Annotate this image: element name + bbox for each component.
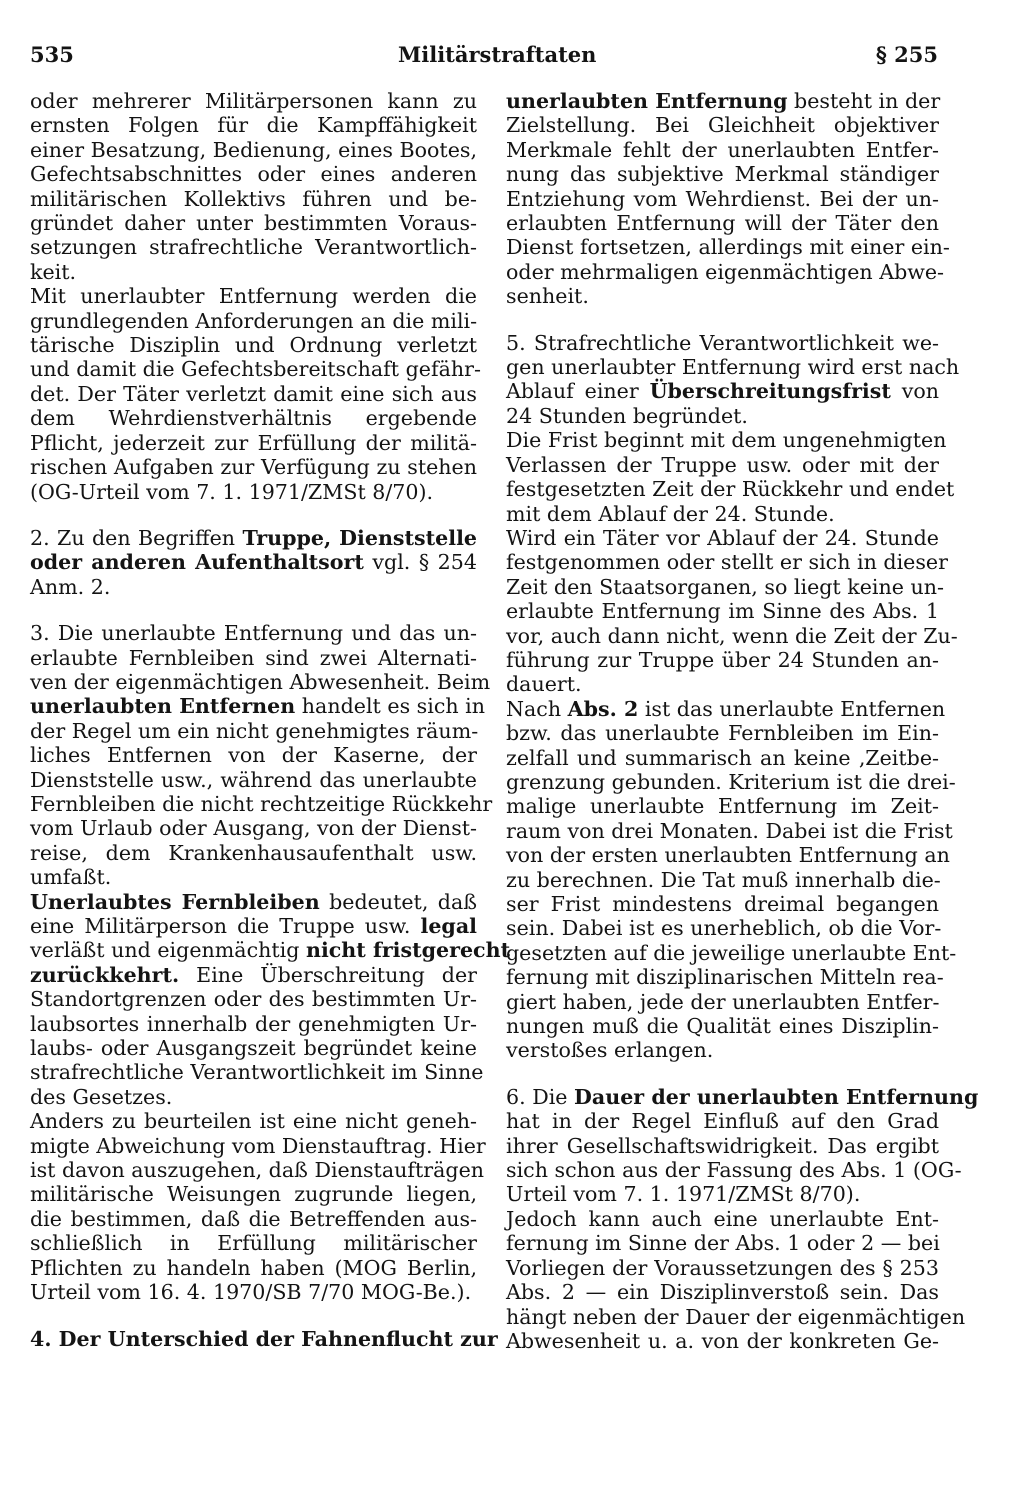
text-segment: des Gesetzes.: [30, 1084, 173, 1109]
bold-term: unerlaubten Entfernung: [506, 89, 788, 113]
running-title: Militärstraftaten: [398, 42, 597, 67]
text-segment: verstoßes erlangen.: [506, 1038, 714, 1063]
text-line: [30, 841, 477, 865]
text-line: [506, 526, 939, 550]
text-segment: senheit.: [506, 284, 589, 309]
text-segment: sein. Dabei ist es unerheblich, ob die Vor-: [506, 916, 942, 941]
text-segment: strafrechtliche Verantwortlichkeit im Sinne: [30, 1060, 484, 1085]
text-line: [506, 1207, 939, 1231]
bold-term: Unerlaubtes Fernbleiben: [30, 889, 320, 914]
text-line: [506, 599, 939, 623]
text-segment: 24 Stunden begründet.: [506, 403, 748, 428]
text-line: [30, 1256, 477, 1280]
text-line: [506, 1158, 962, 1183]
text-segment: Mit unerlaubter Entfernung werden die: [30, 284, 477, 309]
text-segment: Zeit den Staatsorganen, so liegt keine un-: [506, 574, 944, 599]
text-segment: von der ersten unerlaubten Entfernung an: [506, 843, 950, 868]
text-line: [506, 769, 956, 794]
bold-term: nicht fristgerecht: [305, 938, 511, 963]
text-line: [506, 1134, 939, 1158]
text-line: [30, 162, 477, 186]
text-line: [506, 574, 944, 599]
text-segment: keit.: [30, 259, 77, 284]
text-segment: migte Abweichung vom Dienstauftrag. Hier: [30, 1133, 486, 1158]
text-segment: laubsortes innerhalb der genehmigten Ur-: [30, 1011, 477, 1036]
text-segment: dem Wehrdienstverhältnis ergebende: [30, 406, 477, 431]
text-segment: fernung im Sinne der Abs. 1 oder 2 — bei: [506, 1231, 940, 1256]
text-segment: Ablauf einer: [506, 379, 650, 404]
text-segment: Anders zu beurteilen ist eine nicht geneh-: [30, 1109, 477, 1134]
text-segment: Merkmale fehlt der unerlaubten Entfer-: [506, 137, 939, 162]
text-line: [30, 1158, 485, 1183]
text-segment: umfaßt.: [30, 865, 112, 890]
text-segment: einer Besatzung, Bedienung, eines Bootes,: [30, 137, 477, 162]
text-line: [506, 940, 957, 965]
text-segment: nung das subjektive Merkmal ständiger: [506, 162, 939, 187]
text-line: [506, 1304, 966, 1329]
text-line: [506, 477, 955, 502]
text-line: [506, 1256, 939, 1280]
text-line: [30, 526, 477, 550]
text-segment: giert haben, jede der unerlaubten Entfer-: [506, 989, 940, 1014]
bold-term: zurückkehrt.: [30, 962, 180, 987]
text-line: [506, 404, 939, 428]
text-line: [30, 575, 477, 599]
text-line: [506, 284, 939, 308]
text-segment: Vorliegen der Voraussetzungen des § 253: [506, 1255, 939, 1280]
text-line: [30, 914, 477, 938]
bold-term: Überschreitungsfrist: [649, 379, 891, 404]
text-line: [30, 938, 511, 963]
text-segment: ser Frist mindestens dreimal begangen: [506, 892, 939, 916]
text-segment: der Regel um ein nicht genehmigtes räum-: [30, 718, 479, 743]
text-line: [506, 746, 939, 770]
text-segment: grundlegenden Anforderungen an die mili-: [30, 308, 478, 333]
text-segment: Wird ein Täter vor Ablauf der 24. Stunde: [506, 525, 939, 550]
text-line: [506, 1084, 979, 1109]
text-segment: verläßt und eigenmächtig: [30, 938, 306, 963]
text-line: [30, 113, 477, 137]
text-segment: erlaubte Fernbleiben sind zwei Alternati-: [30, 645, 477, 670]
text-segment: gen unerlaubter Entfernung wird erst nach: [506, 355, 960, 380]
text-line: [30, 431, 477, 455]
text-segment: Pflicht, jederzeit zur Erfüllung der militä-: [30, 430, 477, 455]
text-segment: handelt es sich in: [295, 694, 486, 719]
text-line: [30, 890, 477, 914]
text-line: [506, 1280, 939, 1304]
bold-term: oder anderen Aufenthaltsort: [30, 550, 364, 575]
text-segment: und damit die Gefechtsbereitschaft gefähr-: [30, 357, 481, 382]
text-line: [30, 768, 477, 792]
text-line: [506, 331, 939, 355]
text-line: [506, 794, 939, 818]
text-line: [506, 892, 939, 916]
text-line: [30, 1231, 477, 1255]
text-segment: liches Entfernen von der Kaserne, der: [30, 743, 477, 768]
text-line: [30, 455, 477, 479]
text-segment: reise, dem Krankenhausaufenthalt usw.: [30, 840, 477, 865]
text-line: [30, 333, 477, 357]
text-line: [30, 550, 477, 574]
text-line: [30, 1036, 477, 1060]
text-segment: Nach: [506, 696, 568, 721]
text-line: [30, 406, 477, 430]
text-line: [506, 672, 939, 696]
text-segment: Jedoch kann auch eine unerlaubte Ent-: [506, 1206, 939, 1231]
text-line: [30, 1207, 477, 1231]
text-segment: schließlich in Erfüllung militärischer: [30, 1231, 477, 1256]
bold-term: Abs. 2: [567, 696, 639, 721]
text-line: [506, 843, 950, 868]
text-segment: Die Frist beginnt mit dem ungenehmigten: [506, 428, 947, 453]
text-segment: zelfall und summarisch an keine ‚Zeitbe-: [506, 745, 939, 770]
text-line: [30, 865, 477, 889]
text-line: [506, 113, 939, 137]
text-segment: Abwesenheit u. a. von der konkreten Ge-: [506, 1328, 939, 1353]
text-segment: militärischen Kollektivs führen und be-: [30, 186, 477, 211]
text-line: [30, 357, 481, 382]
section-number: § 255: [875, 42, 938, 67]
text-line: [506, 1182, 939, 1206]
text-line: [30, 1326, 498, 1351]
text-line: [30, 816, 477, 840]
text-line: [506, 550, 948, 575]
text-segment: Eine Überschreitung der: [179, 962, 477, 987]
text-line: [506, 721, 939, 745]
text-segment: mit dem Ablauf der 24. Stunde.: [506, 501, 835, 526]
text-line: [30, 669, 491, 694]
text-line: [30, 743, 477, 767]
text-segment: 3. Die unerlaubte Entfernung und das un-: [30, 621, 477, 646]
text-line: [506, 623, 958, 648]
text-segment: setzungen strafrechtliche Verantwortlich-: [30, 235, 477, 260]
text-line: [506, 138, 939, 162]
text-segment: oder mehrerer Militärpersonen kann zu: [30, 89, 477, 113]
text-line: [506, 162, 939, 186]
text-line: [506, 1231, 939, 1255]
text-line: [30, 235, 477, 259]
text-segment: ihrer Gesellschaftswidrigkeit. Das ergibt: [506, 1133, 939, 1158]
paragraph-gap: [30, 599, 477, 621]
text-segment: tärische Disziplin und Ordnung verletzt: [30, 333, 477, 358]
text-segment: 5. Strafrechtliche Verantwortlichkeit we-: [506, 330, 939, 355]
text-line: [30, 1133, 486, 1158]
text-segment: (OG-Urteil vom 7. 1. 1971/ZMSt 8/70).: [30, 479, 434, 504]
text-line: [506, 235, 950, 260]
text-segment: Pflichten zu handeln haben (MOG Berlin,: [30, 1255, 477, 1280]
text-segment: ven der eigenmächtigen Abwesenheit. Beim: [30, 669, 491, 694]
text-line: [506, 965, 944, 990]
text-line: [30, 309, 477, 333]
text-segment: hängt neben der Dauer der eigenmächtigen: [506, 1304, 966, 1329]
bold-term: Dauer der unerlaubten Entfernung: [574, 1084, 979, 1109]
text-line: [506, 1038, 939, 1062]
text-segment: Urteil vom 7. 1. 1971/ZMSt 8/70).: [506, 1182, 861, 1207]
text-line: [30, 480, 477, 504]
text-line: [30, 963, 477, 987]
text-segment: Entziehung vom Wehrdienst. Bei der un-: [506, 186, 939, 211]
text-segment: Urteil vom 16. 4. 1970/SB 7/70 MOG-Be.).: [30, 1280, 472, 1305]
text-segment: grenzung gebunden. Kriterium ist die drei-: [506, 769, 956, 794]
text-line: [30, 791, 493, 816]
text-line: [506, 259, 945, 284]
text-segment: Verlassen der Truppe usw. oder mit der: [506, 452, 939, 477]
paragraph-gap: [506, 1063, 939, 1085]
text-segment: ist das unerlaubte Entfernen: [638, 696, 946, 721]
text-line: [30, 719, 477, 743]
text-segment: dauert.: [506, 672, 582, 697]
text-line: [30, 1109, 477, 1133]
text-segment: nungen muß die Qualität eines Disziplin-: [506, 1014, 939, 1039]
text-segment: vgl. § 254: [363, 550, 477, 575]
text-segment: Standortgrenzen oder des bestimmten Ur-: [30, 987, 477, 1012]
text-segment: bzw. das unerlaubte Fernbleiben im Ein-: [506, 721, 939, 746]
text-segment: Dienststelle usw., während das unerlaubte: [30, 767, 477, 792]
text-segment: oder mehrmaligen eigenmächtigen Abwe-: [506, 259, 945, 284]
text-line: [506, 696, 946, 721]
text-segment: malige unerlaubte Entfernung im Zeit-: [506, 794, 939, 819]
bold-term: legal: [420, 914, 477, 938]
text-line: [506, 990, 939, 1014]
text-segment: vom Urlaub oder Ausgang, von der Dienst-: [30, 816, 477, 841]
text-segment: erlaubten Entfernung will der Täter den: [506, 211, 939, 236]
paragraph-gap: [30, 1305, 477, 1327]
text-line: [506, 187, 939, 211]
page-header: [30, 42, 938, 72]
text-line: [506, 916, 942, 941]
text-line: [506, 502, 939, 526]
text-segment: 6. Die: [506, 1084, 575, 1109]
text-segment: sich schon aus der Fassung des Abs. 1 (OG-: [506, 1158, 962, 1183]
bold-term: Truppe, Dienststelle: [242, 525, 477, 550]
text-line: [506, 379, 939, 403]
text-line: [506, 648, 939, 672]
text-segment: ernsten Folgen für die Kampffähigkeit: [30, 113, 477, 138]
text-segment: rischen Aufgaben zur Verfügung zu stehen: [30, 455, 477, 480]
right-text-column: [506, 89, 979, 1353]
text-line: [30, 1085, 477, 1109]
text-line: [30, 987, 477, 1011]
text-segment: Gefechtsabschnittes oder eines anderen: [30, 162, 477, 187]
text-segment: eine Militärperson die Truppe usw.: [30, 914, 421, 938]
text-segment: besteht in der: [787, 89, 941, 113]
text-line: [30, 211, 477, 235]
text-line: [30, 138, 477, 162]
text-line: [30, 1060, 484, 1085]
text-line: [506, 355, 960, 380]
text-segment: die bestimmen, daß die Betreffenden aus-: [30, 1206, 477, 1231]
text-segment: festgesetzten Zeit der Rückkehr und endet: [506, 477, 955, 502]
text-segment: 2. Zu den Begriffen: [30, 525, 243, 550]
text-line: [30, 187, 477, 211]
text-line: [30, 621, 477, 645]
text-line: [506, 89, 939, 113]
text-segment: Zielstellung. Bei Gleichheit objektiver: [506, 113, 939, 138]
text-segment: gesetzten auf die jeweilige unerlaubte Ent-: [506, 940, 957, 965]
text-line: [506, 1014, 939, 1038]
text-segment: hat in der Regel Einfluß auf den Grad: [506, 1109, 939, 1134]
text-segment: festgenommen oder stellt er sich in dieser: [506, 550, 948, 575]
text-line: [30, 284, 477, 308]
text-segment: det. Der Täter verletzt damit eine sich aus: [30, 381, 477, 406]
paragraph-gap: [30, 504, 477, 526]
text-segment: Dienst fortsetzen, allerdings mit einer ein-: [506, 235, 950, 260]
text-line: [506, 1329, 939, 1353]
text-line: [506, 428, 947, 453]
text-line: [30, 382, 477, 406]
page-number: 535: [30, 42, 74, 67]
left-text-column: [30, 89, 511, 1351]
paragraph-gap: [506, 309, 939, 331]
text-segment: militärische Weisungen zugrunde liegen,: [30, 1182, 477, 1207]
text-line: [30, 89, 477, 113]
text-segment: bedeutet, daß: [319, 889, 477, 914]
text-line: [506, 818, 953, 843]
text-segment: ist davon auszugehen, daß Dienstaufträgen: [30, 1158, 485, 1183]
bold-term: unerlaubten Entfernen: [30, 694, 296, 719]
text-line: [30, 1182, 477, 1206]
text-segment: Anm. 2.: [30, 574, 111, 599]
text-segment: führung zur Truppe über 24 Stunden an-: [506, 647, 939, 672]
text-line: [506, 453, 939, 477]
text-line: [30, 646, 477, 670]
text-line: [506, 1109, 939, 1133]
text-segment: erlaubte Entfernung im Sinne des Abs. 1: [506, 599, 939, 624]
text-segment: vor, auch dann nicht, wenn die Zeit der Zu-: [506, 623, 958, 648]
text-line: [30, 260, 477, 284]
text-line: [30, 694, 486, 719]
text-segment: gründet daher unter bestimmten Voraus-: [30, 211, 477, 236]
text-segment: laubs- oder Ausgangszeit begründet keine: [30, 1036, 477, 1061]
text-segment: fernung mit disziplinarischen Mitteln rea-: [506, 965, 944, 990]
text-segment: zu berechnen. Die Tat muß innerhalb die-: [506, 867, 941, 892]
text-segment: Abs. 2 — ein Disziplinverstoß sein. Das: [506, 1280, 939, 1305]
text-line: [506, 211, 939, 235]
text-segment: raum von drei Monaten. Dabei ist die Frist: [506, 818, 953, 843]
text-line: [506, 868, 939, 892]
text-line: [30, 1012, 477, 1036]
text-segment: von: [890, 379, 939, 404]
text-line: [30, 1280, 477, 1304]
bold-term: 4. Der Unterschied der Fahnenflucht zur: [30, 1326, 498, 1351]
text-segment: Fernbleiben die nicht rechtzeitige Rückkehr: [30, 791, 493, 816]
